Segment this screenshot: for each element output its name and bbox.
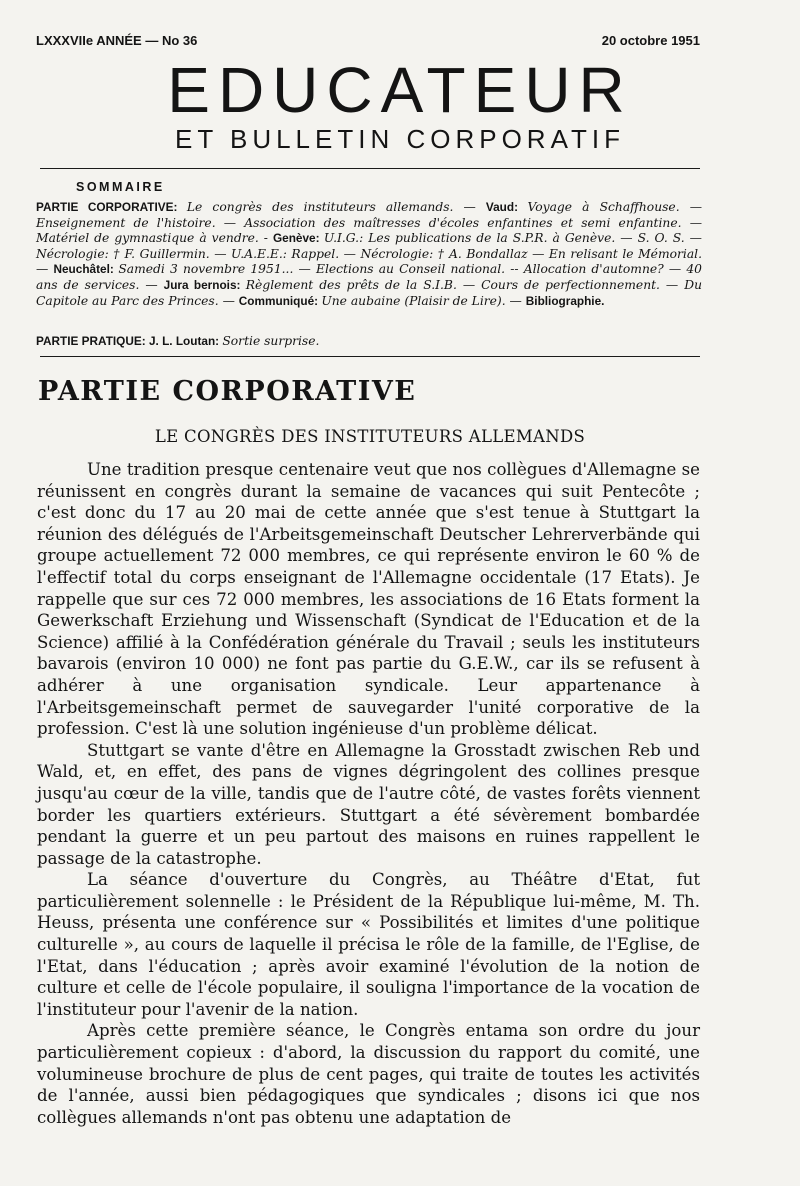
summary-label: PARTIE CORPORATIVE: [36,200,187,214]
summary-text: — [505,293,526,308]
summary-text: Sortie surprise. [222,334,320,348]
summary-text: U.I.G.: Les publications de la S.P.R. à Genève. — S. O. S. — Nécrologie: † F. Guillermin. — U.A.E.E.: Rappel. — Nécrologie: † A. Bondallaz — En relisant le Mémorial. [36,231,702,261]
article-paragraph: Après cette première séance, le Congrès entama son ordre du jour particulièrement copieux : d'abord, la discussion du rapport du comité, une volumineuse brochure de plus de cent pages, qui traite de toutes les activités de l'année, aussi bien pédagogiques que syndicales ; disons ici que nos collègues allemands n'ont pas obtenu une adaptation de [37,1021,700,1127]
issue-date: 20 octobre 1951 [601,33,700,48]
article-paragraph: Une tradition presque centenaire veut que nos collègues d'Allemagne se réunissent en congrès durant la semaine de vacances qui suit Pentecôte ; c'est donc du 17 au 20 mai de cette année que s'est tenue à Stuttgart la réunion des délégués de l'Arbeitsgemeinschaft Deutscher Lehrerverbände qui groupe actuellement 72 000 membres, ce qui représente environ le 60 % de l'effectif total du corps enseignant de l'Allemagne occidentale (17 Etats). Je rappelle que sur ces 72 000 membres, les associations de 16 Etats forment la Gewerkschaft Erziehung und Wissenschaft (Syndicat de l'Education et de la Science) affilié à la Confédération générale du Travail ; seuls les instituteurs bavarois (environ 10 000) ne font pas partie du G.E.W., car ils se refusent à adhérer à une organisation syndicale. Leur appartenance à l'Arbeitsgemeinschaft permet de sauvegarder l'unité corporative de la profession. C'est là une solution ingénieuse d'un problème délicat. [37,460,700,739]
section-heading: PARTIE CORPORATIVE [38,376,417,407]
masthead-topline [36,33,700,48]
summary-text: - [258,231,273,246]
summary-text: — [453,200,486,214]
summary-label: Communiqué: [238,293,322,308]
article-paragraph: Stuttgart se vante d'être en Allemagne la Grosstadt zwischen Reb und Wald, et, en effet, des pans de vignes dégringolent des collines presque jusqu'au cœur de la ville, tandis que de l'autre côté, de vastes forêts viennent border les quartiers extérieurs. Stuttgart a été sévèrement bombardée pendant la guerre et un peu partout des maisons en ruines rappellent le passage de la catastrophe. [37,740,700,868]
summary-text: Le congrès des instituteurs allemands. [186,200,454,214]
summary-label: PARTIE PRATIQUE: [36,334,149,348]
summary-label: Jura bernois: [163,277,246,292]
summary-label: Neuchâtel: [53,262,119,277]
journal-title: EDUCATEUR [167,54,633,126]
divider-rule [40,168,700,169]
summary-text: — [218,293,239,308]
summary-label: Bibliographie. [525,293,605,308]
article-paragraph: La séance d'ouverture du Congrès, au Théâtre d'Etat, fut particulièrement solennelle : le Président de la République lui-même, M. Th. Heuss, présenta une conférence sur « Possibilités et limites d'une politique culturelle », au cours de laquelle il précisa le rôle de la famille, de l'Eglise, de l'Etat, dans l'éducation ; après avoir examiné l'évolution de la notion de culture et celle de l'école populaire, il souligna l'importance de la vocation de l'instituteur pour l'avenir de la nation. [37,870,700,1019]
summary-text: Une aubaine (Plaisir de Lire). [321,293,506,308]
sommaire-corporative [36,200,702,309]
summary-label: Vaud: [485,200,528,214]
summary-label: J. L. Loutan: [148,334,223,348]
summary-text: Samedi 3 novembre 1951... — Elections au Conseil national. -- Allocation d'automne? — 40 ans de services. [36,262,702,292]
summary-text: Règlement des prêts de la S.I.B. — Cours de perfectionnement. — Du Capitole au Parc des Princes. [36,277,702,308]
summary-label: Genève: [272,231,324,246]
summary-text: Voyage à Schaffhouse. — Enseignement de l'histoire. — Association des maîtresses d'écoles enfantines et semi enfantine. — Matériel de gymnastique à vendre. [36,200,703,246]
divider-rule [40,356,700,357]
summary-text: — [139,277,164,292]
sommaire-pratique [36,334,702,350]
sommaire-heading: SOMMAIRE [76,180,165,194]
summary-text: — [36,262,54,277]
article-title: LE CONGRÈS DES INSTITUTEURS ALLEMANDS [154,427,586,446]
journal-subtitle: ET BULLETIN CORPORATIF [175,124,625,154]
article-body [37,459,700,1128]
issue-number: LXXXVIIe ANNÉE — No 36 [36,33,198,48]
